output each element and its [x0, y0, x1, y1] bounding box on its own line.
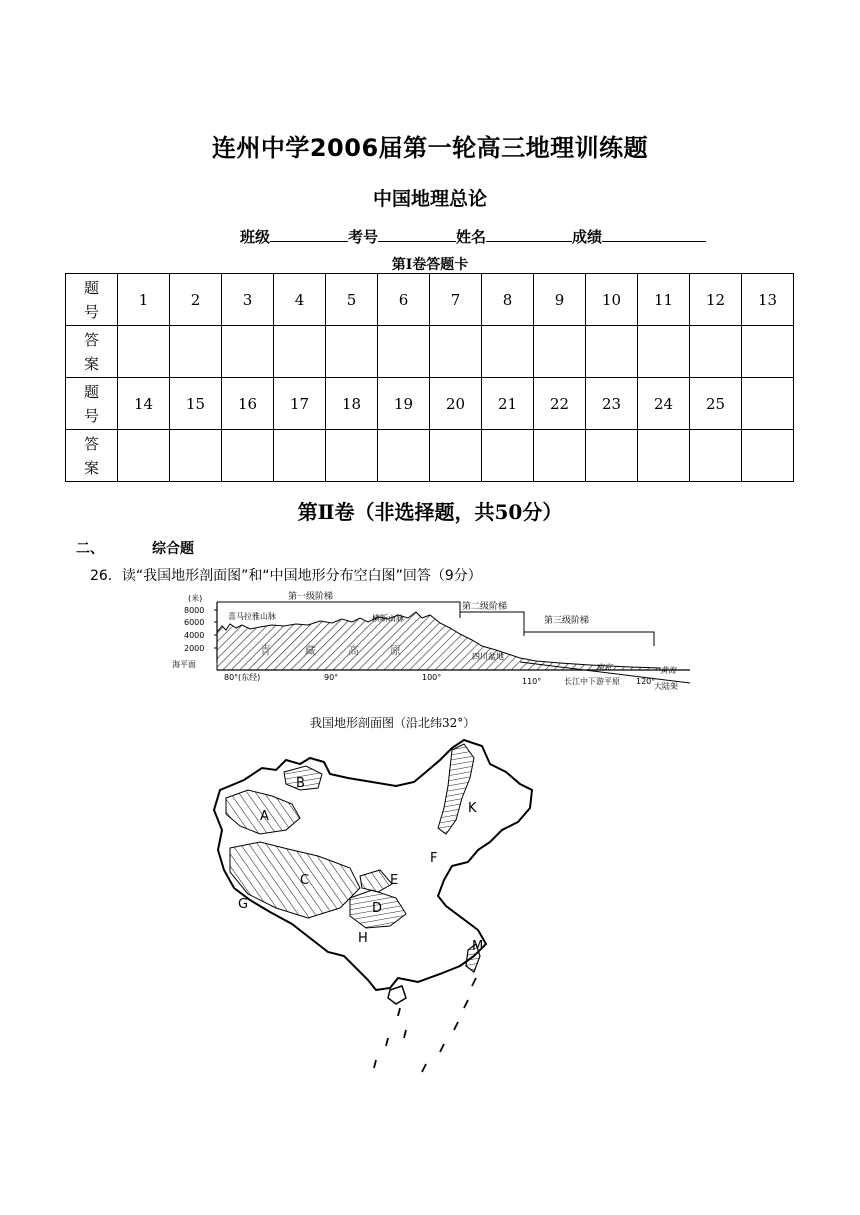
class-blank — [270, 227, 348, 242]
profile-x-tick: 80° — [224, 673, 239, 682]
question-number: 25 — [690, 378, 742, 430]
feature-yellow-sea: 黄海 — [660, 666, 676, 675]
profile-x-tick: (东经) — [238, 673, 261, 682]
profile-x-tick: 100° — [422, 673, 442, 682]
answer-cell[interactable] — [638, 326, 690, 378]
feature-yangtze-plain: 长江中下游平原 — [564, 677, 620, 686]
step-bracket-3 — [524, 632, 654, 646]
question-number: 9 — [534, 274, 586, 326]
answer-cell[interactable] — [118, 430, 170, 482]
page-title: 连州中学2006届第一轮高三地理训练题 — [211, 134, 649, 162]
question-number: 16 — [222, 378, 274, 430]
profile-x-tick: 90° — [324, 673, 339, 682]
step-bracket-2 — [460, 612, 524, 636]
answer-cell[interactable] — [586, 430, 638, 482]
answer-cell[interactable] — [430, 326, 482, 378]
map-label-a: A — [260, 809, 269, 824]
profile-y-tick: 6000 — [184, 618, 205, 627]
answer-cell[interactable] — [430, 430, 482, 482]
question-number-row-1 — [66, 274, 794, 326]
question-number: 7 — [430, 274, 482, 326]
question-number: 17 — [274, 378, 326, 430]
feature-nanjing: 南京 — [596, 663, 612, 672]
student-info-line — [240, 226, 706, 247]
map-label-f: F — [430, 851, 438, 866]
step-label-2: 第二级阶梯 — [462, 602, 508, 612]
profile-y-tick: 2000 — [184, 644, 205, 653]
terrain-profile-silhouette — [217, 612, 660, 670]
feature-hengduan: 横断山脉 — [372, 614, 404, 623]
question-number: 23 — [586, 378, 638, 430]
feature-himalaya: 喜马拉雅山脉 — [228, 612, 276, 621]
map-label-h: H — [358, 931, 368, 946]
answer-cell[interactable] — [742, 430, 794, 482]
question-number: 5 — [326, 274, 378, 326]
answer-cell[interactable] — [482, 326, 534, 378]
question-number: 24 — [638, 378, 690, 430]
answer-cell[interactable] — [586, 326, 638, 378]
answer-cell[interactable] — [742, 326, 794, 378]
question-number: 19 — [378, 378, 430, 430]
part-two-label: 综合题 — [152, 541, 194, 557]
answer-card-title: 第Ⅰ卷答题卡 — [391, 257, 469, 273]
profile-y-tick: 4000 — [184, 631, 205, 640]
profile-caption: 我国地形剖面图（沿北纬32°） — [310, 716, 476, 730]
map-label-e: E — [390, 873, 399, 888]
exam-no-blank — [378, 227, 456, 242]
answer-cell[interactable] — [170, 326, 222, 378]
question-number: 4 — [274, 274, 326, 326]
question-number: 10 — [586, 274, 638, 326]
answer-cell[interactable] — [378, 430, 430, 482]
question-number: 18 — [326, 378, 378, 430]
china-terrain-map — [200, 738, 560, 1090]
row-label-question: 题 号 — [66, 378, 118, 430]
answer-cell[interactable] — [482, 430, 534, 482]
profile-y-tick-sea-level: 海平面 — [172, 660, 196, 669]
answer-cell[interactable] — [222, 326, 274, 378]
answer-cell[interactable] — [690, 326, 742, 378]
answer-cell[interactable] — [118, 326, 170, 378]
map-label-d: D — [372, 901, 383, 916]
answer-cell[interactable] — [638, 430, 690, 482]
feature-continental-shelf: 大陆架 — [654, 682, 678, 691]
class-label: 班级 — [240, 228, 271, 246]
question-number: 8 — [482, 274, 534, 326]
question-number-row-2 — [66, 378, 794, 430]
page-subtitle: 中国地理总论 — [372, 188, 487, 210]
answer-card-table — [65, 273, 794, 482]
question-number: 13 — [742, 274, 794, 326]
section-2-title: 第Ⅱ卷（非选择题，共50分） — [297, 500, 563, 524]
profile-x-tick: 120° — [636, 677, 656, 686]
score-blank — [602, 227, 706, 242]
profile-x-tick: 110° — [522, 677, 542, 686]
question-number: 20 — [430, 378, 482, 430]
row-label-question: 题 号 — [66, 274, 118, 326]
answer-cell[interactable] — [534, 430, 586, 482]
plateau-char: 原 — [390, 644, 401, 657]
question-number: 12 — [690, 274, 742, 326]
question-number: 11 — [638, 274, 690, 326]
question-number: 1 — [118, 274, 170, 326]
question-number — [742, 378, 794, 430]
plateau-char: 高 — [348, 644, 359, 657]
map-label-k: K — [468, 801, 477, 816]
plateau-char: 青 — [260, 644, 271, 657]
name-label: 姓名 — [456, 228, 487, 246]
terrain-profile-figure — [160, 588, 710, 692]
name-blank — [486, 227, 572, 242]
score-label: 成绩 — [572, 228, 603, 246]
answer-cell[interactable] — [534, 326, 586, 378]
question-number: 21 — [482, 378, 534, 430]
step-label-3: 第三级阶梯 — [544, 616, 590, 626]
question-number: 3 — [222, 274, 274, 326]
map-label-b: B — [296, 776, 305, 791]
row-label-answer: 答 案 — [66, 430, 118, 482]
feature-sichuan-basin: 四川盆地 — [472, 652, 504, 661]
profile-unit-label: (米) — [188, 594, 203, 603]
question-number: 15 — [170, 378, 222, 430]
map-label-m: M — [472, 939, 484, 954]
question-number: 14 — [118, 378, 170, 430]
map-label-g: G — [238, 897, 249, 912]
question-26: 26．读“我国地形剖面图”和“中国地形分布空白图”回答（9分） — [90, 568, 482, 584]
row-label-answer: 答 案 — [66, 326, 118, 378]
step-label-1: 第一级阶梯 — [288, 592, 334, 602]
part-two-number: 二、 — [76, 541, 104, 557]
answer-row-2 — [66, 430, 794, 482]
answer-cell[interactable] — [222, 430, 274, 482]
question-number: 22 — [534, 378, 586, 430]
answer-cell[interactable] — [326, 326, 378, 378]
answer-cell[interactable] — [326, 430, 378, 482]
question-number: 2 — [170, 274, 222, 326]
answer-cell[interactable] — [274, 326, 326, 378]
map-label-c: C — [300, 873, 310, 888]
answer-cell[interactable] — [378, 326, 430, 378]
answer-cell[interactable] — [170, 430, 222, 482]
part-two-heading — [76, 538, 194, 558]
plateau-char: 藏 — [305, 644, 316, 657]
profile-y-tick: 8000 — [184, 606, 205, 615]
answer-row-1 — [66, 326, 794, 378]
answer-cell[interactable] — [274, 430, 326, 482]
question-number: 6 — [378, 274, 430, 326]
exam-no-label: 考号 — [348, 228, 379, 246]
answer-cell[interactable] — [690, 430, 742, 482]
